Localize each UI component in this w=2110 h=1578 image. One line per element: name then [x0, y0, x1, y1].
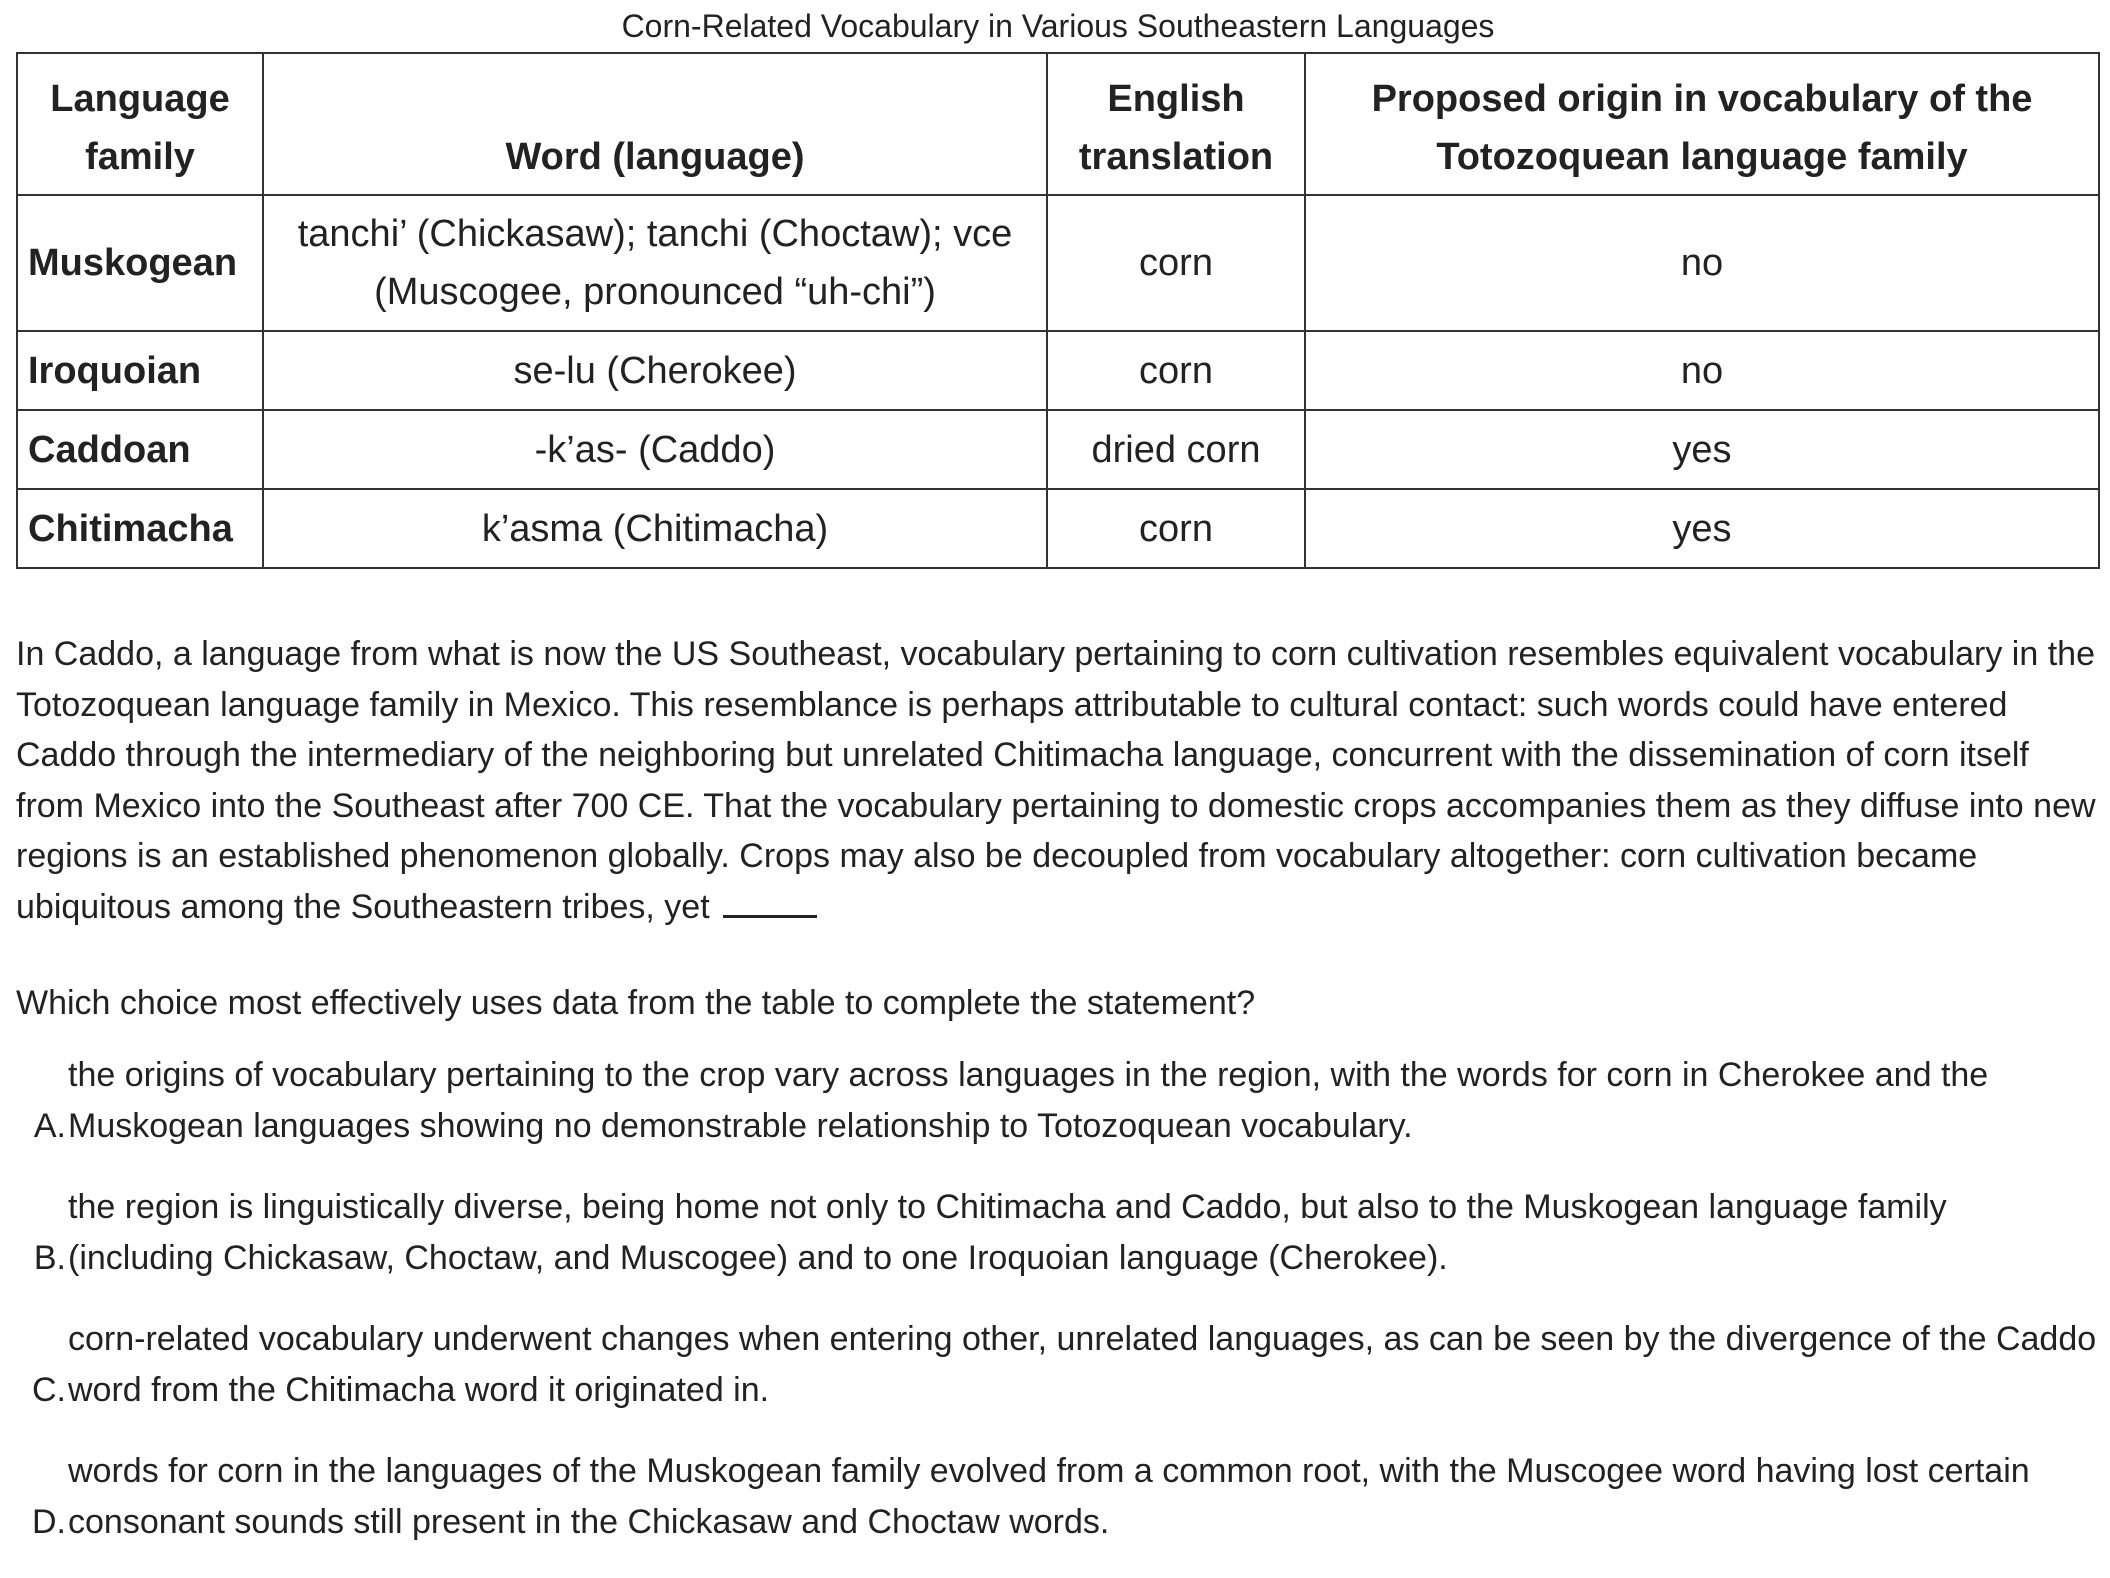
choice-letter: B.	[33, 1239, 66, 1277]
table-caption: Corn-Related Vocabulary in Various Southeastern Languages	[621, 8, 1495, 44]
cell-translation: corn	[1047, 489, 1305, 568]
choice-text: the origins of vocabulary pertaining to the crop vary across languages in the region, with the words for corn in Cherokee and the Muskogean languages showing no demonstrable relationship to Totozoquean vocabulary.	[68, 1056, 1989, 1145]
cell-word: -k’as- (Caddo)	[263, 410, 1047, 489]
cell-word: se-lu (Cherokee)	[263, 331, 1047, 410]
cell-translation: corn	[1047, 195, 1305, 331]
choice-d[interactable]	[16, 1446, 2100, 1548]
question-prompt: Which choice most effectively uses data from the table to complete the statement?	[16, 984, 1256, 1022]
cell-origin: yes	[1305, 489, 2099, 568]
passage-text: In Caddo, a language from what is now the US Southeast, vocabulary pertaining to corn cultivation resembles equivalent vocabulary in the Totozoquean language family in Mexico. This resemblance is perhaps attributable to cultural contact: such words could have entered Caddo through the intermediary of the neighboring but unrelated Chitimacha language, concurrent with the dissemination of corn itself from Mexico into the Southeast after 700 CE. That the vocabulary pertaining to domestic crops accompanies them as they diffuse into new regions is an established phenomenon globally. Crops may also be decoupled from vocabulary altogether: corn cultivation became ubiquitous among the Southeastern tribes, yet	[16, 635, 2096, 926]
header-word: Word (language)	[263, 53, 1047, 195]
table-header-row	[17, 53, 2099, 195]
cell-family: Chitimacha	[17, 489, 263, 568]
header-english-translation: English translation	[1047, 53, 1305, 195]
table-row	[17, 410, 2099, 489]
cell-family: Iroquoian	[17, 331, 263, 410]
document-page	[16, 0, 2100, 1578]
choice-text: the region is linguistically diverse, being home not only to Chitimacha and Caddo, but also to the Muskogean language family (including Chickasaw, Choctaw, and Muscogee) and to one Iroquoian language (Cherokee).	[68, 1188, 1947, 1277]
table-row	[17, 195, 2099, 331]
cell-translation: corn	[1047, 331, 1305, 410]
choice-a[interactable]	[16, 1050, 2100, 1152]
cell-family: Caddoan	[17, 410, 263, 489]
cell-word: tanchi’ (Chickasaw); tanchi (Choctaw); vce (Muscogee, pronounced “uh-chi”)	[263, 195, 1047, 331]
cell-translation: dried corn	[1047, 410, 1305, 489]
header-proposed-origin: Proposed origin in vocabulary of the Totozoquean language family	[1305, 53, 2099, 195]
answer-blank	[723, 885, 817, 918]
choice-text: corn-related vocabulary underwent changes when entering other, unrelated languages, as can be seen by the divergence of the Caddo word from the Chitimacha word it originated in.	[68, 1320, 2097, 1409]
cell-origin: no	[1305, 195, 2099, 331]
cell-word: k’asma (Chitimacha)	[263, 489, 1047, 568]
choice-b[interactable]	[16, 1182, 2100, 1284]
choice-letter: D.	[32, 1503, 66, 1541]
cell-origin: no	[1305, 331, 2099, 410]
vocabulary-table	[16, 52, 2100, 569]
cell-family: Muskogean	[17, 195, 263, 331]
cell-origin: yes	[1305, 410, 2099, 489]
table-row	[17, 489, 2099, 568]
table-row	[17, 331, 2099, 410]
choice-letter: C.	[32, 1371, 66, 1409]
choice-letter: A.	[33, 1107, 66, 1145]
passage	[16, 629, 2100, 932]
answer-choices	[16, 1050, 2100, 1548]
choice-c[interactable]	[16, 1314, 2100, 1416]
header-language-family: Language family	[17, 53, 263, 195]
choice-text: words for corn in the languages of the Muskogean family evolved from a common root, with the Muscogee word having lost certain consonant sounds still present in the Chickasaw and Choctaw words.	[68, 1452, 2030, 1541]
